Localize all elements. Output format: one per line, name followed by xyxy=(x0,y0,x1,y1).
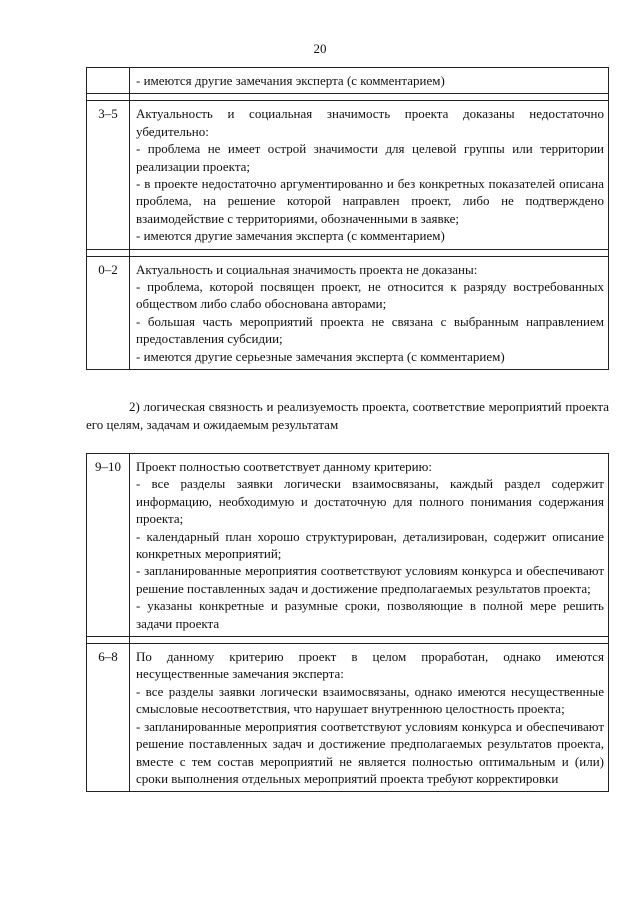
criterion-line: - запланированные мероприятия соответствуют условиям конкурса и обеспечивают решение поставленных задач и достижение предполагаемых результатов проекта, вместе с тем состав мероприятий не является полностью оптимальным и (или) сроки выполнения отдельных мероприятий проекта требуют корректировки xyxy=(136,718,604,786)
criterion-description xyxy=(130,454,609,637)
row-separator xyxy=(87,249,609,256)
criterion-line: - имеются другие замечания эксперта (с комментарием) xyxy=(136,228,445,244)
score-cell: 9–10 xyxy=(87,454,130,637)
score-cell: 0–2 xyxy=(87,256,130,369)
criteria-table-2 xyxy=(86,453,609,792)
row-separator xyxy=(87,637,609,644)
criterion-description xyxy=(130,644,609,792)
criterion-line: - указаны конкретные и разумные сроки, позволяющие в полной мере решить задачи проекта xyxy=(136,598,604,631)
criterion-line: Актуальность и социальная значимость проекта доказаны недостаточно убедительно: xyxy=(136,106,604,139)
paragraph-text: 2) логическая связность и реализуемость проекта, соответствие мероприятий проекта его целям, задачам и ожидаемым результатам xyxy=(86,399,609,432)
criterion-description xyxy=(130,68,609,94)
criterion-description xyxy=(130,101,609,249)
criterion-line: - имеются другие серьезные замечания эксперта (с комментарием) xyxy=(136,348,505,364)
criterion-line: - запланированные мероприятия соответствуют условиям конкурса и обеспечивают решение поставленных задач и достижение предполагаемых результатов проекта; xyxy=(136,563,604,596)
criteria-table-1 xyxy=(86,67,609,370)
criterion-line: - большая часть мероприятий проекта не связана с выбранным направлением предоставления субсидии; xyxy=(136,313,604,347)
table-row xyxy=(87,644,609,792)
table-row xyxy=(87,256,609,369)
table-row xyxy=(87,101,609,249)
score-cell: 6–8 xyxy=(87,644,130,792)
criterion-line: Проект полностью соответствует данному критерию: xyxy=(136,459,432,474)
table-row xyxy=(87,454,609,637)
criterion-line: - календарный план хорошо структурирован, детализирован, содержит описание конкретных мероприятий; xyxy=(136,528,604,562)
score-cell xyxy=(87,68,130,94)
page-number: 20 xyxy=(313,41,327,56)
criterion-line: Актуальность и социальная значимость проекта не доказаны: xyxy=(136,261,478,277)
criterion-line: - в проекте недостаточно аргументированно и без конкретных показателей описана проблема, на решение которой направлен проект, либо не подтверждено взаимодействие с территориями, обозначенными в заявке; xyxy=(136,176,604,226)
criterion-line: - все разделы заявки логически взаимосвязаны, однако имеются несущественные смысловые несоответствия, что нарушает внутреннюю целостность проекта; xyxy=(136,683,604,717)
criterion-line: По данному критерию проект в целом проработан, однако имеются несущественные замечания эксперта: xyxy=(136,649,604,682)
criterion-line: - имеются другие замечания эксперта (с комментарием) xyxy=(136,73,445,88)
row-separator xyxy=(87,94,609,101)
criterion-line: - проблема не имеет острой значимости для целевой группы или территории реализации проекта; xyxy=(136,141,604,174)
criterion-line: - все разделы заявки логически взаимосвязаны, каждый раздел содержит информацию, необходимую и достаточную для полного понимания содержания проекта; xyxy=(136,476,604,527)
section-paragraph xyxy=(86,398,609,434)
criterion-line: - проблема, которой посвящен проект, не относится к разряду востребованных обществом либо слабо обоснована авторами; xyxy=(136,279,604,312)
score-cell: 3–5 xyxy=(87,101,130,249)
criterion-description xyxy=(130,256,609,369)
table-row xyxy=(87,68,609,94)
